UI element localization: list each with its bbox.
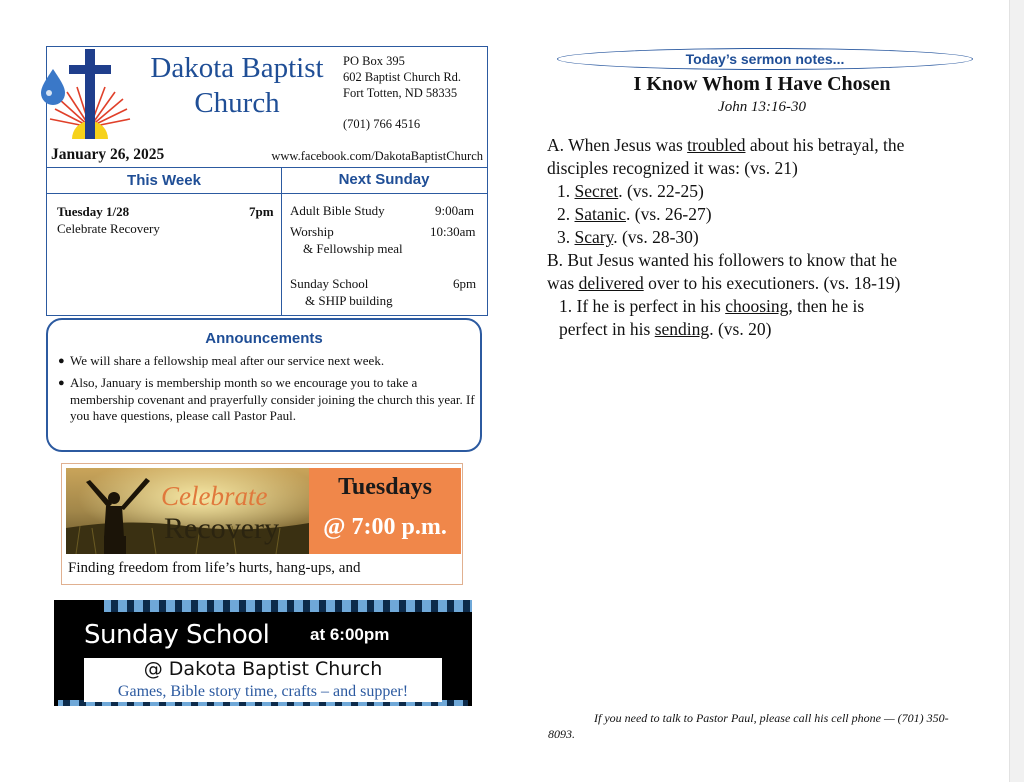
sunday-school-time: at 6:00pm [310, 625, 390, 644]
announcements-box [46, 318, 482, 452]
bullet-icon: ● [58, 377, 65, 389]
sunday-school-location: @ Dakota Baptist Church [143, 658, 383, 680]
blank-answer: troubled [687, 135, 746, 155]
cr-day: Tuesdays [338, 474, 432, 500]
cr-time: @ 7:00 p.m. [323, 514, 447, 540]
sermon-title: I Know Whom I Have Chosen [633, 73, 891, 95]
facebook-link[interactable]: www.facebook.com/DakotaBaptistChurch [271, 149, 483, 163]
church-name-line2: Church [194, 87, 280, 119]
address-line1: PO Box 395 [343, 54, 405, 68]
text: 3. [557, 227, 575, 247]
text: A. When Jesus was [547, 135, 688, 155]
sermon-notes-label: Today’s sermon notes... [685, 51, 845, 67]
announcement-item [58, 375, 480, 425]
sermon-point-b: B. But Jesus wanted his followers to know that he [547, 250, 897, 270]
this-week-time: 7pm [249, 204, 274, 219]
header-divider [47, 167, 487, 168]
text: about his betrayal, the [745, 135, 905, 155]
church-name-line1: Dakota Baptist [150, 52, 324, 84]
sunday-school-banner [54, 600, 472, 706]
cr-tagline: Finding freedom from life’s hurts, hang-ups, and [68, 560, 361, 576]
text: , then he is [788, 296, 865, 316]
next-sunday-event: Worship [290, 224, 334, 239]
next-sunday-time: 9:00am [435, 203, 474, 218]
schedule-heading-divider [47, 193, 487, 194]
next-sunday-heading: Next Sunday [338, 171, 430, 188]
this-week-day: Tuesday 1/28 [57, 204, 130, 219]
sermon-subpoint-cont [559, 318, 771, 341]
celebrate-recovery-banner [61, 463, 463, 585]
sermon-subpoint [557, 226, 699, 249]
text: . (vs. 28-30) [613, 227, 699, 247]
text: 1. [557, 181, 575, 201]
text: . (vs. 22-25) [618, 181, 704, 201]
cr-schedule-panel [309, 468, 461, 554]
column-divider [281, 168, 282, 315]
blank-answer: Scary [574, 227, 614, 247]
contact-text: If you need to talk to Pastor Paul, please call his cell phone — (701) 350-8093. [548, 711, 949, 741]
announcement-text: We will share a fellowship meal after our service next week. [70, 353, 385, 368]
blank-answer: Satanic [574, 204, 627, 224]
sermon-subpoint [557, 180, 704, 203]
next-sunday-event-sub: & Fellowship meal [303, 241, 403, 256]
sermon-notes-label-oval [557, 48, 973, 70]
bullet-icon: ● [58, 355, 65, 367]
blank-answer: Secret [574, 181, 619, 201]
church-address [343, 53, 461, 101]
address-line2: 602 Baptist Church Rd. [343, 70, 462, 84]
blank-answer: delivered [578, 273, 644, 293]
blank-answer: sending [654, 319, 710, 339]
sunday-school-title: Sunday School [84, 620, 270, 650]
text: 2. [557, 204, 575, 224]
this-week-heading: This Week [127, 172, 201, 189]
celebrate-recovery-image [66, 468, 309, 554]
text: over to his executioners. (vs. 18-19) [643, 273, 901, 293]
church-header-box [46, 46, 488, 316]
sermon-point-b-cont [547, 272, 900, 295]
announcement-text: Also, January is membership month so we encourage you to take a membership covenant and prayerfully consider joining the church this year. If you have questions, please call Pastor Paul. [70, 375, 475, 423]
church-phone: (701) 766 4516 [343, 117, 421, 131]
address-line3: Fort Totten, ND 58335 [343, 86, 458, 100]
next-sunday-event: Adult Bible Study [290, 203, 385, 218]
sermon-reference: John 13:16-30 [718, 99, 806, 115]
church-name [137, 51, 337, 121]
sermon-subpoint [559, 295, 864, 318]
cr-word2: Recovery [164, 512, 279, 545]
text: perfect in his [559, 319, 655, 339]
next-sunday-time: 10:30am [430, 224, 476, 239]
next-sunday-event-sub: & SHIP building [305, 293, 393, 308]
next-sunday-time: 6pm [453, 276, 477, 291]
cr-word1: Celebrate [161, 481, 268, 511]
announcement-item [58, 353, 480, 370]
announcements-title: Announcements [205, 330, 323, 347]
blank-answer: choosing [725, 296, 789, 316]
bulletin-date: January 26, 2025 [51, 146, 165, 163]
next-sunday-event: Sunday School [290, 276, 369, 291]
text: 1. If he is perfect in his [559, 296, 726, 316]
sermon-subpoint [557, 203, 712, 226]
sermon-point-a [547, 134, 904, 157]
page-edge [1009, 0, 1024, 782]
sermon-point-a-cont: disciples recognized it was: (vs. 21) [547, 158, 798, 178]
text: was [547, 273, 579, 293]
this-week-event: Celebrate Recovery [57, 221, 160, 236]
sunday-school-description: Games, Bible story time, crafts – and supper! [117, 683, 409, 700]
sunday-school-info [84, 658, 442, 702]
text: . (vs. 26-27) [626, 204, 712, 224]
pastor-contact-note [548, 710, 968, 742]
text: . (vs. 20) [709, 319, 772, 339]
church-cross-logo [35, 47, 135, 143]
